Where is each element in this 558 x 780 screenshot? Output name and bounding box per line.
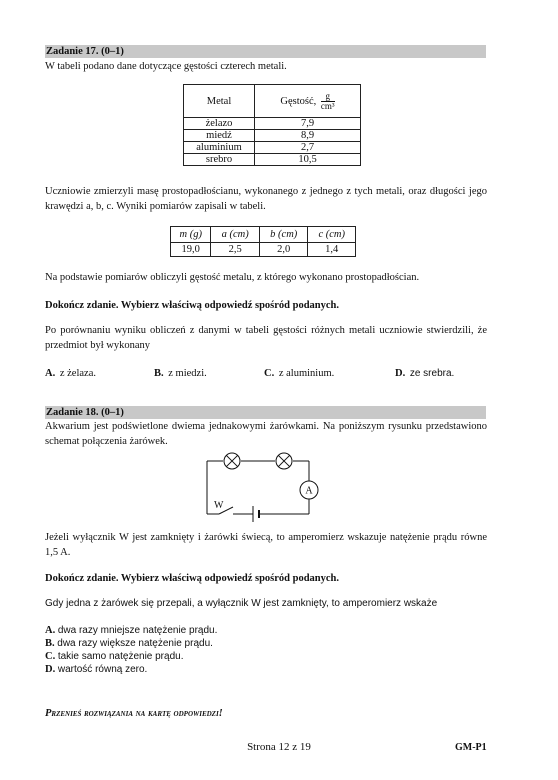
answer-option-a[interactable]: A. dwa razy mniejsze natężenie prądu. [45, 625, 218, 636]
density-table [183, 84, 361, 166]
density-unit-numerator: g [321, 92, 335, 102]
density-table-header-metal: Metal [184, 85, 255, 118]
measure-value-b: 2,0 [259, 243, 308, 257]
answer-option-c[interactable]: C. z aluminium. [264, 368, 335, 379]
task-18-intro: Akwarium jest podświetlone dwiema jednakowymi żarówkami. Na poniższym rysunku przedstawiono schemat połączenia żarówek. [45, 421, 487, 447]
switch-label: W [214, 500, 224, 511]
task-18-header: Zadanie 18. (0–1) [45, 406, 486, 419]
task-17-intro: W tabeli podano dane dotyczące gęstości czterech metali. [45, 61, 287, 72]
measure-header-b: b (cm) [259, 227, 308, 243]
bulb-icon [276, 453, 292, 469]
task-18-condition: Jeżeli wyłącznik W jest zamknięty i żarówki świecą, to amperomierz wskazuje natężenie prądu równe 1,5 A. [45, 532, 487, 558]
measure-value-a: 2,5 [211, 243, 260, 257]
table-cell-density: 7,9 [255, 118, 361, 130]
task-18-instruction: Dokończ zdanie. Wybierz właściwą odpowiedź spośród podanych. [45, 573, 340, 584]
answer-option-c[interactable]: C. takie samo natężenie prądu. [45, 651, 184, 662]
answer-option-d[interactable]: D. wartość równą zero. [45, 664, 148, 675]
transfer-note: Przenieś rozwiązania na kartę odpowiedzi! [45, 708, 223, 719]
task-17-calc-text: Na podstawie pomiarów obliczyli gęstość metalu, z którego wykonano prostopadłościan. [45, 272, 420, 283]
measure-header-m: m (g) [171, 227, 211, 243]
bulb-icon [224, 453, 240, 469]
task-17-question: Po porównaniu wyniku obliczeń z danymi w tabeli gęstości różnych metali uczniowie stwierdzili, że przedmiot był wykonany [45, 325, 487, 351]
exam-code: GM-P1 [455, 742, 487, 753]
table-cell-metal: żelazo [184, 118, 255, 130]
answer-option-b[interactable]: B. dwa razy większe natężenie prądu. [45, 638, 213, 649]
task-18-question: Gdy jedna z żarówek się przepali, a wyłącznik W jest zamknięty, to amperomierz wskaże [45, 598, 438, 609]
table-cell-density: 10,5 [255, 154, 361, 166]
answer-option-a[interactable]: A. z żelaza. [45, 368, 96, 379]
density-unit-denominator: cm³ [320, 100, 335, 111]
table-cell-density: 2,7 [255, 142, 361, 154]
circuit-diagram [195, 448, 330, 524]
measurement-table [170, 226, 356, 257]
density-label: Gęstość, [280, 95, 317, 107]
ammeter-label: A [305, 485, 313, 497]
page-number: Strona 12 z 19 [247, 741, 311, 753]
table-cell-metal: srebro [184, 154, 255, 166]
measure-header-a: a (cm) [211, 227, 260, 243]
measure-value-m: 19,0 [171, 243, 211, 257]
task-17-header: Zadanie 17. (0–1) [45, 45, 486, 58]
table-cell-metal: miedź [184, 130, 255, 142]
task-17-instruction: Dokończ zdanie. Wybierz właściwą odpowiedź spośród podanych. [45, 300, 340, 311]
measure-value-c: 1,4 [308, 243, 356, 257]
battery-icon [253, 506, 259, 522]
density-unit [321, 92, 335, 111]
answer-option-b[interactable]: B. z miedzi. [154, 368, 207, 379]
answer-option-d[interactable]: D. ze srebra. [395, 368, 455, 379]
task-17-measure-text: Uczniowie zmierzyli masę prostopadłościanu, wykonanego z jednego z tych metali, oraz długości jego krawędzi a, b, c. Wyniki pomiarów zapisali w tabeli. [45, 186, 487, 212]
density-table-header-density [255, 85, 361, 118]
table-cell-density: 8,9 [255, 130, 361, 142]
table-cell-metal: aluminium [184, 142, 255, 154]
measure-header-c: c (cm) [308, 227, 356, 243]
task-18-answers [45, 624, 217, 676]
